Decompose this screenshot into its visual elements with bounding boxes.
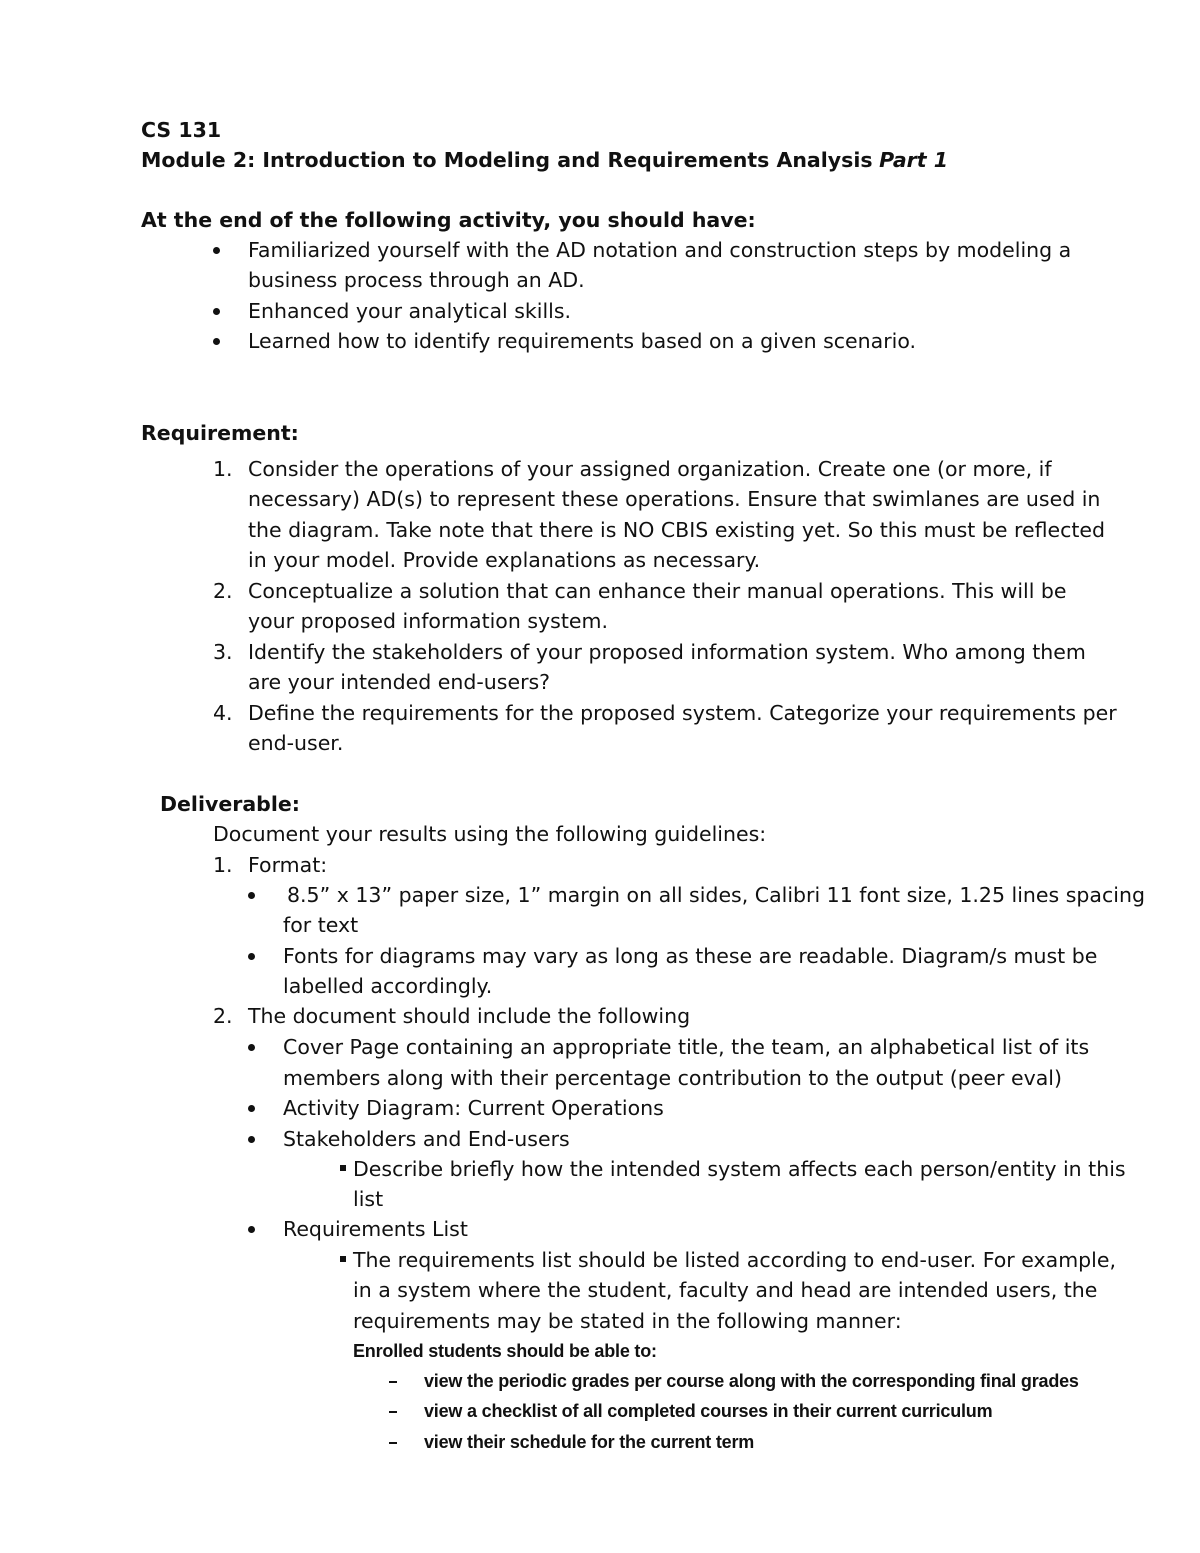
deliverable-intro: Document your results using the following guidelines: — [213, 822, 767, 846]
requirement-3-number: 3. — [213, 640, 233, 664]
deliverable-heading: Deliverable: — [160, 792, 300, 816]
dash-bullet-icon — [389, 1381, 397, 1383]
requirements-list-item: Requirements List — [283, 1217, 468, 1241]
requirement-1-line-2: necessary) AD(s) to represent these operations. Ensure that swimlanes are used in — [248, 487, 1101, 511]
dash-bullet-icon — [389, 1411, 397, 1413]
stakeholders-sub-line-2: list — [353, 1187, 384, 1211]
bullet-icon — [213, 247, 220, 254]
bullet-icon — [248, 1136, 255, 1143]
requirements-sub-line-3: requirements may be stated in the following manner: — [353, 1309, 902, 1333]
requirement-2-line-1: Conceptualize a solution that can enhance their manual operations. This will be — [248, 579, 1067, 603]
requirement-1-line-4: in your model. Provide explanations as necessary. — [248, 548, 761, 572]
objective-1-line-2: business process through an AD. — [248, 268, 585, 292]
activity-diagram-item: Activity Diagram: Current Operations — [283, 1096, 664, 1120]
bullet-icon — [248, 1105, 255, 1112]
requirement-2-number: 2. — [213, 579, 233, 603]
requirement-3-line-2: are your intended end-users? — [248, 670, 551, 694]
objective-1-line-1: Familiarized yourself with the AD notation and construction steps by modeling a — [248, 238, 1072, 262]
requirement-1-line-1: Consider the operations of your assigned organization. Create one (or more, if — [248, 457, 1052, 481]
format-label: Format: — [248, 853, 328, 877]
objective-2: Enhanced your analytical skills. — [248, 299, 572, 323]
stakeholders-item: Stakeholders and End-users — [283, 1127, 570, 1151]
bullet-icon — [213, 338, 220, 345]
example-item-1: view the periodic grades per course along with the corresponding final grades — [424, 1371, 1079, 1391]
bullet-icon — [248, 892, 255, 899]
requirement-4-line-1: Define the requirements for the proposed system. Categorize your requirements per — [248, 701, 1117, 725]
format-bullet-2-line-2: labelled accordingly. — [283, 974, 493, 998]
module-part: Part 1 — [879, 148, 948, 172]
requirement-4-number: 4. — [213, 701, 233, 725]
requirement-2-line-2: your proposed information system. — [248, 609, 608, 633]
dash-bullet-icon — [389, 1442, 397, 1444]
requirements-sub-line-2: in a system where the student, faculty and head are intended users, the — [353, 1278, 1098, 1302]
example-item-2: view a checklist of all completed courses in their current curriculum — [424, 1401, 993, 1421]
course-code: CS 131 — [141, 118, 222, 142]
square-bullet-icon — [340, 1165, 346, 1171]
stakeholders-sub-line-1: Describe briefly how the intended system affects each person/entity in this — [353, 1157, 1126, 1181]
include-number: 2. — [213, 1004, 233, 1028]
format-bullet-1-line-1: 8.5” x 13” paper size, 1” margin on all sides, Calibri 11 font size, 1.25 lines spacing — [287, 883, 1145, 907]
requirement-heading: Requirement: — [141, 421, 299, 445]
requirement-1-number: 1. — [213, 457, 233, 481]
objective-3: Learned how to identify requirements based on a given scenario. — [248, 329, 917, 353]
module-title-text: Module 2: Introduction to Modeling and Requirements Analysis — [141, 148, 873, 172]
bullet-icon — [248, 1044, 255, 1051]
example-heading: Enrolled students should be able to: — [353, 1341, 657, 1361]
bullet-icon — [248, 1226, 255, 1233]
module-title — [141, 147, 948, 173]
example-item-3: view their schedule for the current term — [424, 1432, 755, 1452]
requirement-3-line-1: Identify the stakeholders of your proposed information system. Who among them — [248, 640, 1086, 664]
requirement-4-line-2: end-user. — [248, 731, 344, 755]
bullet-icon — [213, 308, 220, 315]
format-number: 1. — [213, 853, 233, 877]
format-bullet-2-line-1: Fonts for diagrams may vary as long as these are readable. Diagram/s must be — [283, 944, 1098, 968]
objectives-heading: At the end of the following activity, you should have: — [141, 208, 756, 232]
requirements-sub-line-1: The requirements list should be listed according to end-user. For example, — [353, 1248, 1117, 1272]
include-label: The document should include the following — [248, 1004, 691, 1028]
cover-page-line-1: Cover Page containing an appropriate title, the team, an alphabetical list of its — [283, 1035, 1090, 1059]
bullet-icon — [248, 953, 255, 960]
requirement-1-line-3: the diagram. Take note that there is NO CBIS existing yet. So this must be reflected — [248, 518, 1106, 542]
format-bullet-1-line-2: for text — [283, 913, 359, 937]
square-bullet-icon — [340, 1256, 346, 1262]
cover-page-line-2: members along with their percentage contribution to the output (peer eval) — [283, 1066, 1062, 1090]
